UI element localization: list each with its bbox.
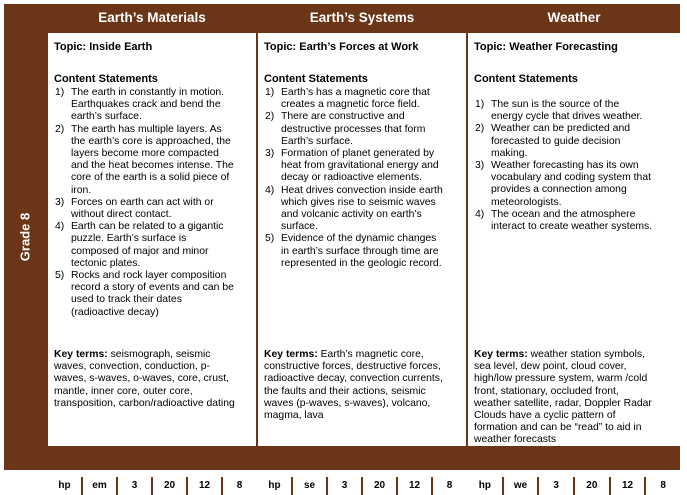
code-cell: 3 — [539, 477, 573, 495]
code-cell: 20 — [363, 477, 396, 495]
statement-line: in earth’s surface through time are — [281, 245, 439, 257]
statement-line: layers become more compacted — [71, 148, 219, 160]
column-earths-systems — [258, 4, 466, 491]
key-terms-line: Clouds have a cyclic pattern of — [474, 410, 616, 422]
key-terms-label: Key terms: — [474, 349, 528, 360]
statement-line: The sun is the source of the — [491, 99, 620, 110]
key-terms-line: transposition, carbon/radioactive dating — [54, 397, 235, 409]
statement-number: 2) — [55, 123, 65, 135]
content-statement — [54, 197, 251, 221]
key-terms-line: magma, lava — [264, 410, 324, 422]
statement-line: destructive processes that form — [281, 123, 426, 135]
statement-number: 3) — [55, 196, 65, 208]
statement-line: Evidence of the dynamic changes — [281, 233, 437, 245]
code-cell: se — [293, 477, 326, 495]
statement-line: making. — [491, 147, 528, 159]
statement-line: Earth can be related to a gigantic — [71, 221, 224, 233]
statement-number: 1) — [265, 87, 275, 98]
key-terms-line: high/low pressure system, warm /cold — [474, 373, 648, 385]
code-cell: 3 — [118, 477, 151, 495]
code-cell: we — [504, 477, 538, 495]
content-statements-title: Content Statements — [474, 73, 578, 85]
content-statement — [474, 209, 675, 233]
statement-line: meteorologists. — [491, 196, 562, 208]
statement-line: puzzle. Earth’s surface is — [71, 233, 187, 245]
content-statement — [264, 185, 461, 234]
code-cell: 12 — [611, 477, 645, 495]
statement-line: iron. — [71, 184, 92, 196]
content-statement — [264, 87, 461, 111]
statement-line: There are constructive and — [281, 111, 405, 123]
statement-number: 5) — [265, 233, 275, 245]
statement-line: Earth’s has a magnetic core that — [281, 87, 430, 98]
statement-line: Earthquakes crack and bend the — [71, 99, 221, 111]
column-body — [468, 33, 680, 491]
column-header: Earth’s Materials — [98, 10, 206, 25]
grade-column — [4, 4, 46, 470]
statement-number: 3) — [475, 160, 485, 172]
code-cell: 8 — [433, 477, 466, 495]
topic-title: Topic: Earth’s Forces at Work — [264, 41, 419, 53]
topic-title: Topic: Weather Forecasting — [474, 41, 618, 53]
key-terms-line: weather forecasts — [474, 434, 557, 446]
key-terms-line: the faults and their actions, seismic — [264, 385, 426, 397]
statement-line: vocabulary and coding system that — [491, 172, 651, 184]
key-terms-line: Earth’s magnetic core, — [317, 349, 424, 360]
key-terms-line: front, stationary, occluded front, — [474, 385, 619, 397]
topic-title: Topic: Inside Earth — [54, 41, 153, 53]
code-cell: 8 — [646, 477, 680, 495]
content-statement — [474, 160, 675, 209]
statement-line: energy cycle that drives weather. — [491, 111, 643, 123]
content-statements-list — [474, 99, 675, 233]
key-terms-line: radioactive decay, convection currents, — [264, 373, 443, 385]
content-statement — [54, 124, 251, 197]
statement-line: The ocean and the atmosphere — [491, 208, 636, 220]
content-statement — [54, 87, 251, 124]
statement-line: and volcanic activity on earth’s — [281, 209, 422, 221]
key-terms — [474, 349, 675, 447]
statement-line: Forces on earth can act with or — [71, 196, 214, 208]
key-terms-line: waves (p-waves, s-waves), volcano, — [264, 397, 431, 409]
key-terms — [264, 349, 461, 422]
key-terms-text — [474, 349, 652, 445]
statement-line: Heat drives convection inside earth — [281, 184, 443, 196]
key-terms-line: formation and can be “read” to aid in — [474, 422, 642, 434]
code-cell: 20 — [575, 477, 609, 495]
content-statements-list — [264, 87, 461, 270]
content-statement — [474, 123, 675, 160]
statement-line: core of the earth is a solid piece of — [71, 172, 230, 184]
statement-line: earth’s surface. — [71, 111, 142, 123]
content-statement — [264, 233, 461, 270]
statement-number: 1) — [475, 99, 485, 110]
statement-line: Rocks and rock layer composition — [71, 270, 227, 282]
statement-line: Weather forecasting has its own — [491, 160, 639, 172]
code-cell: 8 — [223, 477, 256, 495]
statement-line: Earth’s surface. — [281, 135, 353, 147]
content-statement — [264, 111, 461, 148]
column-body — [258, 33, 466, 491]
statement-line: the earth’s core is approached, the — [71, 135, 231, 147]
code-cell: 3 — [328, 477, 361, 495]
statement-line: used to track their dates — [71, 294, 182, 306]
statement-line: tectonic plates. — [71, 257, 141, 269]
code-cell: em — [83, 477, 116, 495]
key-terms — [54, 349, 251, 410]
code-row — [48, 477, 256, 495]
key-terms-label: Key terms: — [54, 349, 108, 360]
statement-number: 4) — [475, 208, 485, 220]
key-terms-line: weather station symbols, — [527, 349, 645, 360]
statement-line: represented in the geologic record. — [281, 257, 442, 269]
column-earths-materials — [48, 4, 256, 491]
content-statement — [474, 99, 675, 123]
column-header: Earth’s Systems — [309, 10, 415, 25]
key-terms-label: Key terms: — [264, 349, 318, 360]
column-weather — [468, 4, 680, 491]
content-statement — [54, 221, 251, 270]
statement-line: heat from gravitational energy and — [281, 160, 439, 172]
key-terms-line: mantle, inner core, outer core, — [54, 385, 193, 397]
statement-number: 1) — [55, 87, 65, 98]
statement-line: decay or radioactive elements. — [281, 172, 422, 184]
code-cell: 12 — [398, 477, 431, 495]
code-cell: hp — [258, 477, 291, 495]
statement-line: The earth has multiple layers. As — [71, 123, 222, 135]
statement-line: creates a magnetic force field. — [281, 99, 420, 111]
statement-line: composed of major and minor — [71, 245, 209, 257]
code-row — [468, 477, 680, 495]
statement-line: The earth in constantly in motion. — [71, 87, 225, 98]
statement-number: 4) — [55, 221, 65, 233]
key-terms-line: sea level, dew point, cloud cover, — [474, 361, 627, 373]
content-statements-list — [54, 87, 251, 319]
statement-line: Weather can be predicted and — [491, 123, 631, 135]
statement-line: which gives rise to seismic waves — [281, 196, 436, 208]
code-cell: hp — [468, 477, 502, 495]
statement-number: 5) — [55, 270, 65, 282]
key-terms-line: waves, s-waves, o-waves, core, crust, — [54, 373, 229, 385]
statement-line: and the heat becomes intense. The — [71, 160, 234, 172]
key-terms-line: waves, convection, conduction, p- — [54, 361, 210, 373]
statement-number: 3) — [265, 148, 275, 160]
column-header: Weather — [547, 10, 601, 25]
statement-line: (radioactive decay) — [71, 306, 159, 318]
content-statement — [54, 270, 251, 319]
statement-number: 2) — [265, 111, 275, 123]
code-cell: 12 — [188, 477, 221, 495]
grade-label: Grade 8 — [17, 212, 33, 262]
content-statements-title: Content Statements — [54, 73, 158, 85]
code-cell: 20 — [153, 477, 186, 495]
code-row — [258, 477, 466, 495]
column-body — [48, 33, 256, 491]
statement-line: surface. — [281, 221, 318, 233]
content-statement — [264, 148, 461, 185]
statement-line: record a story of events and can be — [71, 282, 234, 294]
key-terms-line: constructive forces, destructive forces, — [264, 361, 441, 373]
statement-number: 2) — [475, 123, 485, 135]
statement-line: forecasted to guide decision — [491, 135, 621, 147]
statement-line: provides a connection among — [491, 184, 627, 196]
statement-line: interact to create weather systems. — [491, 221, 653, 233]
statement-line: without direct contact. — [71, 209, 172, 221]
content-statements-title: Content Statements — [264, 73, 368, 85]
code-cell: hp — [48, 477, 81, 495]
key-terms-line: seismograph, seismic — [107, 349, 211, 360]
key-terms-line: weather satellite, radar, Doppler Radar — [474, 397, 652, 409]
statement-number: 4) — [265, 184, 275, 196]
statement-line: Formation of planet generated by — [281, 148, 435, 160]
